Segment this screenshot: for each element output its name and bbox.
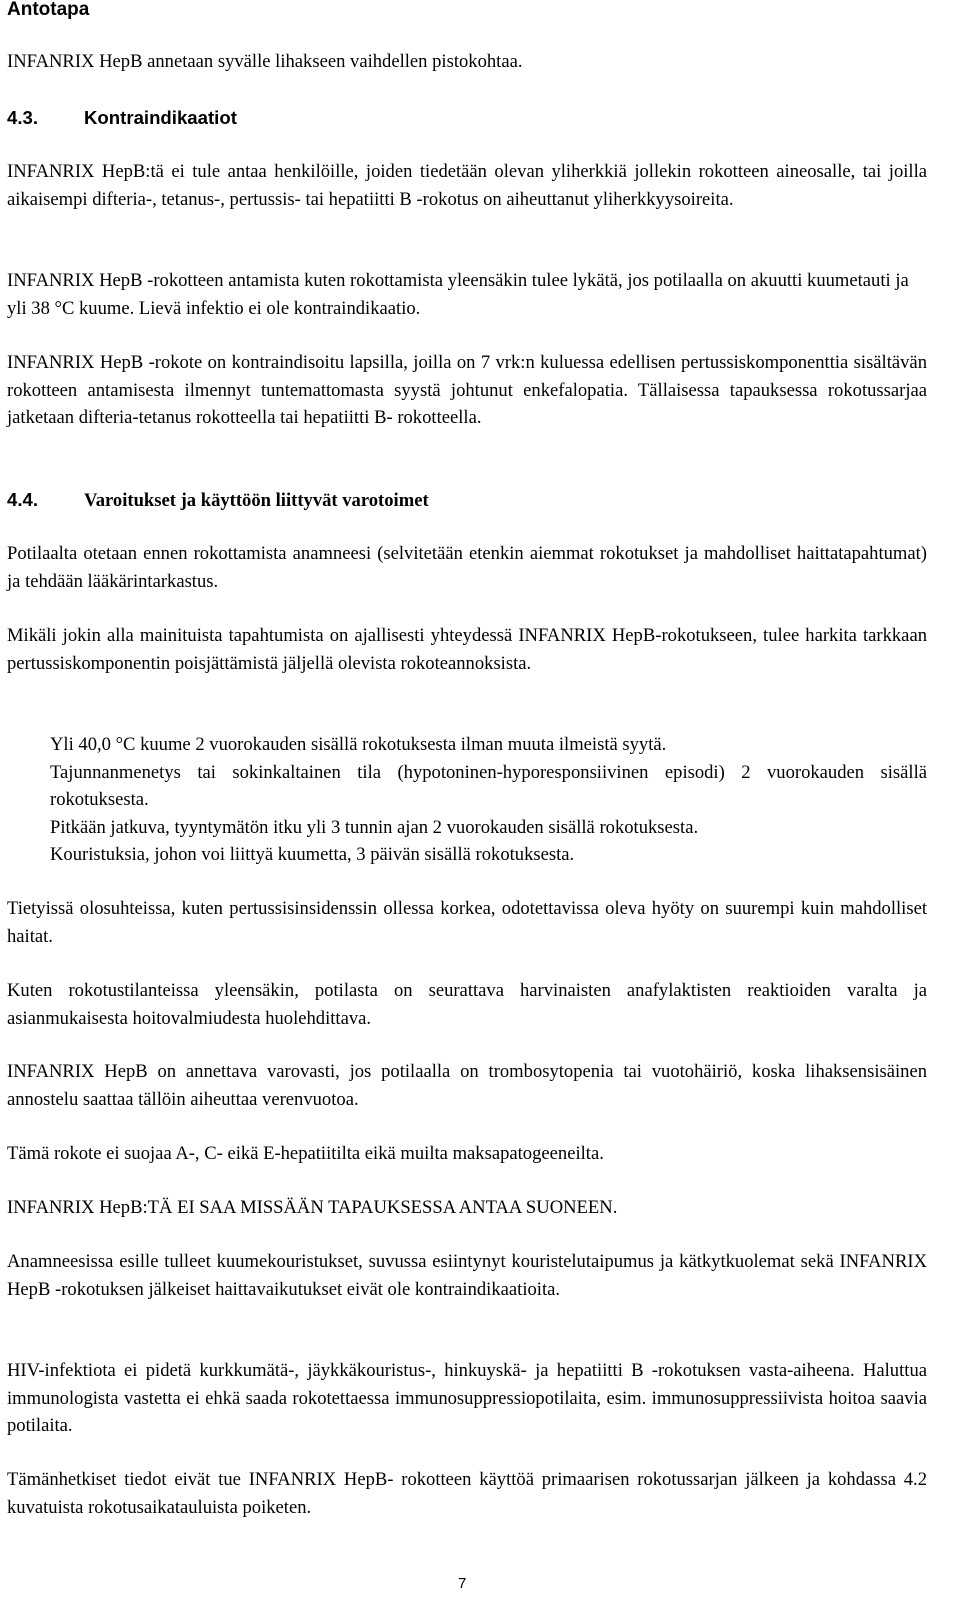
section-4-4-number: 4.4. bbox=[7, 489, 39, 510]
list-item: Kouristuksia, johon voi liittyä kuumetta, 3 päivän sisällä rokotuksesta. bbox=[50, 844, 575, 865]
warnings-paragraph-9: HIV-infektiota ei pidetä kurkkumätä-, jäykkäkouristus-, hinkuyskä- ja hepatiitti B -rokotuksen vasta-aiheena. Haluttua immunologista vastetta ei ehkä saada rokotettaessa immunosuppressiopotilaita, esim. immunosuppressiivista hoitoa saavia potilaita. bbox=[7, 1360, 927, 1436]
administration-heading: Antotapa bbox=[7, 0, 90, 20]
warnings-paragraph-10: Tämänhetkiset tiedot eivät tue INFANRIX HepB- rokotteen käyttöä primaarisen rokotussarjan jälkeen ja kohdassa 4.2 kuvatuista rokotusaikatauluista poiketen. bbox=[7, 1469, 927, 1518]
section-4-3-number: 4.3. bbox=[7, 107, 39, 128]
warnings-paragraph-7: INFANRIX HepB:TÄ EI SAA MISSÄÄN TAPAUKSESSA ANTAA SUONEEN. bbox=[7, 1197, 618, 1218]
warnings-paragraph-1: Potilaalta otetaan ennen rokottamista anamneesi (selvitetään etenkin aiemmat rokotukset ja mahdolliset haittatapahtumat) ja tehdään lääkärintarkastus. bbox=[7, 543, 927, 592]
section-4-4-heading bbox=[7, 486, 429, 514]
warnings-paragraph-3: Tietyissä olosuhteissa, kuten pertussisinsidenssin ollessa korkea, odotettavissa oleva hyöty on suurempi kuin mahdolliset haitat. bbox=[7, 898, 927, 947]
list-item: Pitkään jatkuva, tyyntymätön itku yli 3 tunnin ajan 2 vuorokauden sisällä rokotuksesta. bbox=[50, 816, 699, 838]
list-item: Yli 40,0 °C kuume 2 vuorokauden sisällä rokotuksesta ilman muuta ilmeistä syytä. bbox=[50, 734, 667, 755]
contraindication-paragraph-1: INFANRIX HepB:tä ei tule antaa henkilöille, joiden tiedetään olevan yliherkkiä jollekin rokotteen aineosalle, tai joilla aikaisempi difteria-, tetanus-, pertussis- tai hepatiitti B -rokotus on aiheuttanut yliherkkyysoireita. bbox=[7, 161, 927, 210]
list-item: Tajunnanmenetys tai sokinkaltainen tila (hypotoninen-hyporesponsiivinen episodi) 2 vuorokauden sisällä rokotuksesta. bbox=[50, 761, 927, 810]
section-4-3-title: Kontraindikaatiot bbox=[84, 107, 237, 128]
warnings-paragraph-5: INFANRIX HepB on annettava varovasti, jos potilaalla on trombosytopenia tai vuotohäiriö, koska lihaksensisäinen annostelu saattaa tällöin aiheuttaa verenvuotoa. bbox=[7, 1061, 927, 1110]
contraindication-paragraph-3: INFANRIX HepB -rokote on kontraindisoitu lapsilla, joilla on 7 vrk:n kuluessa edellisen pertussiskomponenttia sisältävän rokotteen antamisesta ilmennyt tuntemattomasta syystä johtunut enkefalopatia. Tällaisessa tapauksessa rokotussarjaa jatketaan difteria-tetanus rokotteella tai hepatiitti B- rokotteella. bbox=[7, 352, 927, 428]
administration-paragraph: INFANRIX HepB annetaan syvälle lihakseen vaihdellen pistokohtaa. bbox=[7, 51, 523, 72]
section-4-4-title: Varoitukset ja käyttöön liittyvät varotoimet bbox=[84, 490, 429, 511]
section-4-3-heading bbox=[7, 104, 237, 131]
warnings-paragraph-8: Anamneesissa esille tulleet kuumekouristukset, suvussa esiintynyt kouristelutaipumus ja kätkytkuolemat sekä INFANRIX HepB -rokotuksen jälkeiset haittavaikutukset eivät ole kontraindikaatioita. bbox=[7, 1251, 927, 1300]
warnings-paragraph-6: Tämä rokote ei suojaa A-, C- eikä E-hepatiitilta eikä muilta maksapatogeeneilta. bbox=[7, 1143, 604, 1164]
page-number: 7 bbox=[458, 1575, 467, 1592]
warning-events-list bbox=[50, 731, 927, 869]
contraindication-paragraph-2: INFANRIX HepB -rokotteen antamista kuten rokottamista yleensäkin tulee lykätä, jos potilaalla on akuutti kuumetauti ja yli 38 °C kuume. Lievä infektio ei ole kontraindikaatio. bbox=[7, 270, 909, 319]
warnings-paragraph-2: Mikäli jokin alla mainituista tapahtumista on ajallisesti yhteydessä INFANRIX HepB-rokotukseen, tulee harkita tarkkaan pertussiskomponentin poisjättämistä jäljellä olevista rokoteannoksista. bbox=[7, 625, 927, 674]
warnings-paragraph-4: Kuten rokotustilanteissa yleensäkin, potilasta on seurattava harvinaisten anafylaktisten reaktioiden varalta ja asianmukaisesta hoitovalmiudesta huolehdittava. bbox=[7, 980, 927, 1029]
